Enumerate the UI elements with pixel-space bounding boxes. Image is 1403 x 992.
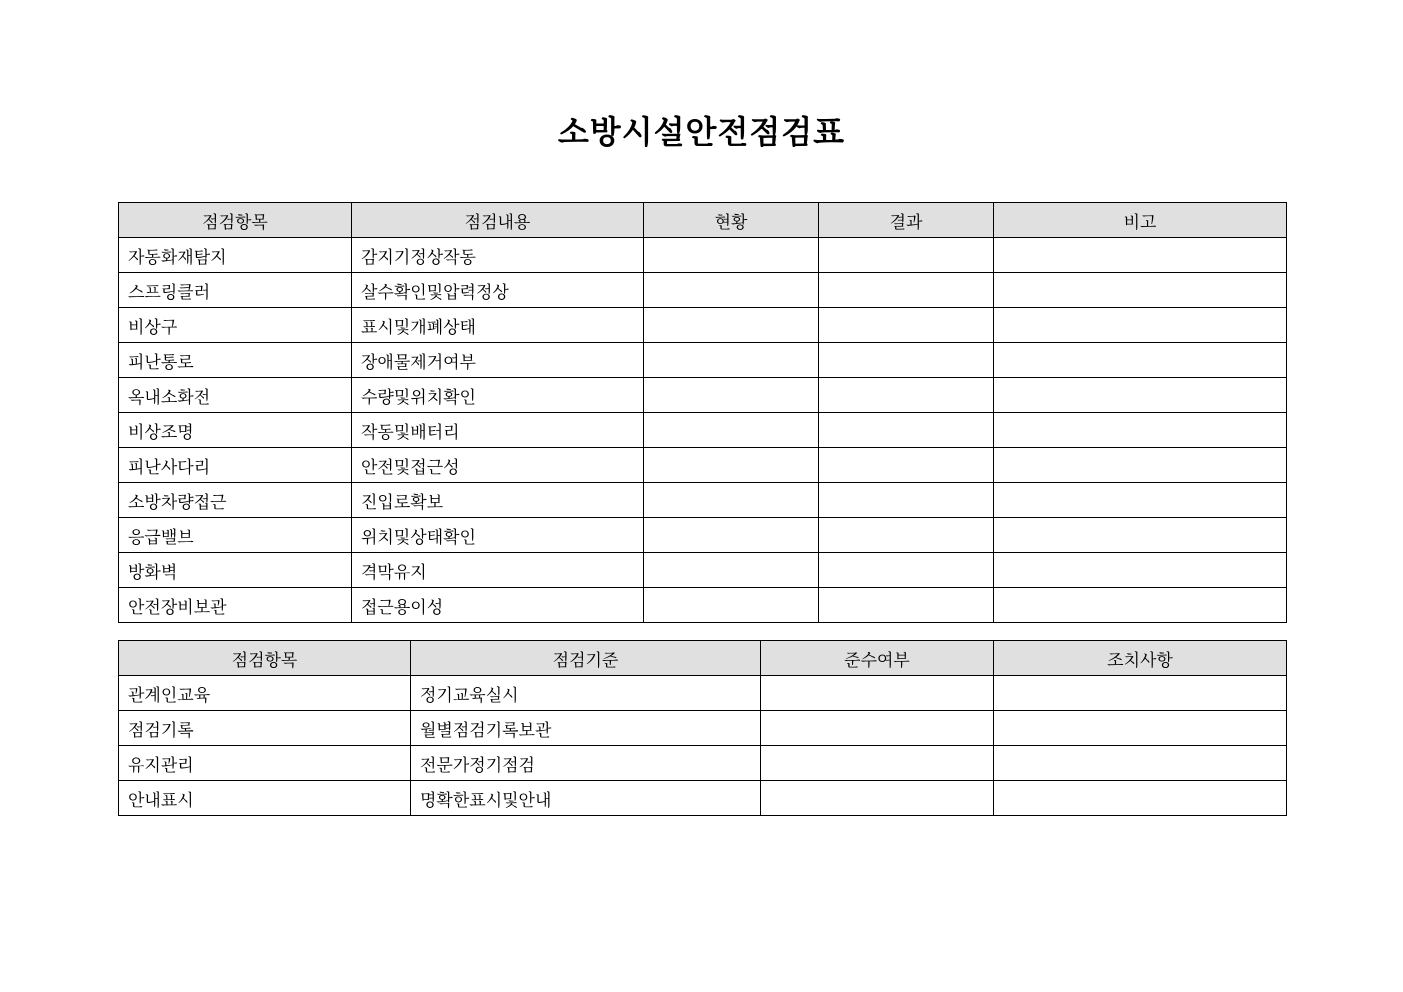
column-header: 비고 <box>994 203 1287 238</box>
criteria-cell: 수량및위치확인 <box>352 378 644 413</box>
column-header: 결과 <box>819 203 994 238</box>
table-row <box>119 711 1287 746</box>
item-cell: 비상조명 <box>119 413 352 448</box>
item-cell: 방화벽 <box>119 553 352 588</box>
entry-cell[interactable] <box>644 308 819 343</box>
entry-cell[interactable] <box>761 711 994 746</box>
item-cell: 소방차량접근 <box>119 483 352 518</box>
entry-cell[interactable] <box>819 273 994 308</box>
criteria-cell: 감지기정상작동 <box>352 238 644 273</box>
item-cell: 안전장비보관 <box>119 588 352 623</box>
item-cell: 비상구 <box>119 308 352 343</box>
entry-cell[interactable] <box>644 553 819 588</box>
entry-cell[interactable] <box>644 238 819 273</box>
entry-cell[interactable] <box>644 483 819 518</box>
entry-cell[interactable] <box>819 483 994 518</box>
entry-cell[interactable] <box>761 746 994 781</box>
entry-cell[interactable] <box>819 308 994 343</box>
column-header: 조치사항 <box>994 641 1287 676</box>
item-cell: 점검기록 <box>119 711 411 746</box>
table-row <box>119 781 1287 816</box>
criteria-cell: 안전및접근성 <box>352 448 644 483</box>
criteria-cell: 살수확인및압력정상 <box>352 273 644 308</box>
inspection-table <box>118 202 1287 623</box>
entry-cell[interactable] <box>994 518 1287 553</box>
entry-cell[interactable] <box>644 588 819 623</box>
entry-cell[interactable] <box>819 588 994 623</box>
item-cell: 유지관리 <box>119 746 411 781</box>
column-header: 점검기준 <box>411 641 761 676</box>
table-row <box>119 378 1287 413</box>
entry-cell[interactable] <box>994 711 1287 746</box>
entry-cell[interactable] <box>644 413 819 448</box>
document-title: 소방시설안전점검표 <box>557 113 846 151</box>
item-cell: 피난통로 <box>119 343 352 378</box>
entry-cell[interactable] <box>994 448 1287 483</box>
table-row <box>119 238 1287 273</box>
entry-cell[interactable] <box>994 378 1287 413</box>
entry-cell[interactable] <box>644 378 819 413</box>
criteria-cell: 표시및개폐상태 <box>352 308 644 343</box>
table-row <box>119 746 1287 781</box>
table-row <box>119 483 1287 518</box>
entry-cell[interactable] <box>819 413 994 448</box>
table-row <box>119 518 1287 553</box>
table-row <box>119 448 1287 483</box>
entry-cell[interactable] <box>644 273 819 308</box>
item-cell: 응급밸브 <box>119 518 352 553</box>
entry-cell[interactable] <box>994 238 1287 273</box>
entry-cell[interactable] <box>994 781 1287 816</box>
entry-cell[interactable] <box>819 553 994 588</box>
table-row <box>119 588 1287 623</box>
column-header: 점검항목 <box>119 641 411 676</box>
entry-cell[interactable] <box>994 676 1287 711</box>
table-row <box>119 273 1287 308</box>
criteria-cell: 진입로확보 <box>352 483 644 518</box>
item-cell: 스프링클러 <box>119 273 352 308</box>
criteria-cell: 위치및상태확인 <box>352 518 644 553</box>
management-table <box>118 640 1287 816</box>
entry-cell[interactable] <box>644 448 819 483</box>
entry-cell[interactable] <box>994 413 1287 448</box>
criteria-cell: 명확한표시및안내 <box>411 781 761 816</box>
entry-cell[interactable] <box>994 553 1287 588</box>
table-row <box>119 553 1287 588</box>
table-header-row <box>119 203 1287 238</box>
criteria-cell: 정기교육실시 <box>411 676 761 711</box>
entry-cell[interactable] <box>819 238 994 273</box>
entry-cell[interactable] <box>819 378 994 413</box>
entry-cell[interactable] <box>994 343 1287 378</box>
entry-cell[interactable] <box>644 518 819 553</box>
entry-cell[interactable] <box>994 483 1287 518</box>
column-header: 점검항목 <box>119 203 352 238</box>
item-cell: 옥내소화전 <box>119 378 352 413</box>
column-header: 현황 <box>644 203 819 238</box>
criteria-cell: 작동및배터리 <box>352 413 644 448</box>
entry-cell[interactable] <box>644 343 819 378</box>
column-header: 점검내용 <box>352 203 644 238</box>
item-cell: 관계인교육 <box>119 676 411 711</box>
entry-cell[interactable] <box>819 518 994 553</box>
entry-cell[interactable] <box>994 273 1287 308</box>
table-header-row <box>119 641 1287 676</box>
table-row <box>119 308 1287 343</box>
item-cell: 피난사다리 <box>119 448 352 483</box>
item-cell: 안내표시 <box>119 781 411 816</box>
entry-cell[interactable] <box>994 746 1287 781</box>
entry-cell[interactable] <box>819 448 994 483</box>
entry-cell[interactable] <box>994 308 1287 343</box>
criteria-cell: 격막유지 <box>352 553 644 588</box>
column-header: 준수여부 <box>761 641 994 676</box>
criteria-cell: 전문가정기점검 <box>411 746 761 781</box>
criteria-cell: 월별점검기록보관 <box>411 711 761 746</box>
entry-cell[interactable] <box>819 343 994 378</box>
entry-cell[interactable] <box>761 781 994 816</box>
table-row <box>119 413 1287 448</box>
criteria-cell: 장애물제거여부 <box>352 343 644 378</box>
table-row <box>119 343 1287 378</box>
item-cell: 자동화재탐지 <box>119 238 352 273</box>
entry-cell[interactable] <box>994 588 1287 623</box>
table-row <box>119 676 1287 711</box>
criteria-cell: 접근용이성 <box>352 588 644 623</box>
entry-cell[interactable] <box>761 676 994 711</box>
